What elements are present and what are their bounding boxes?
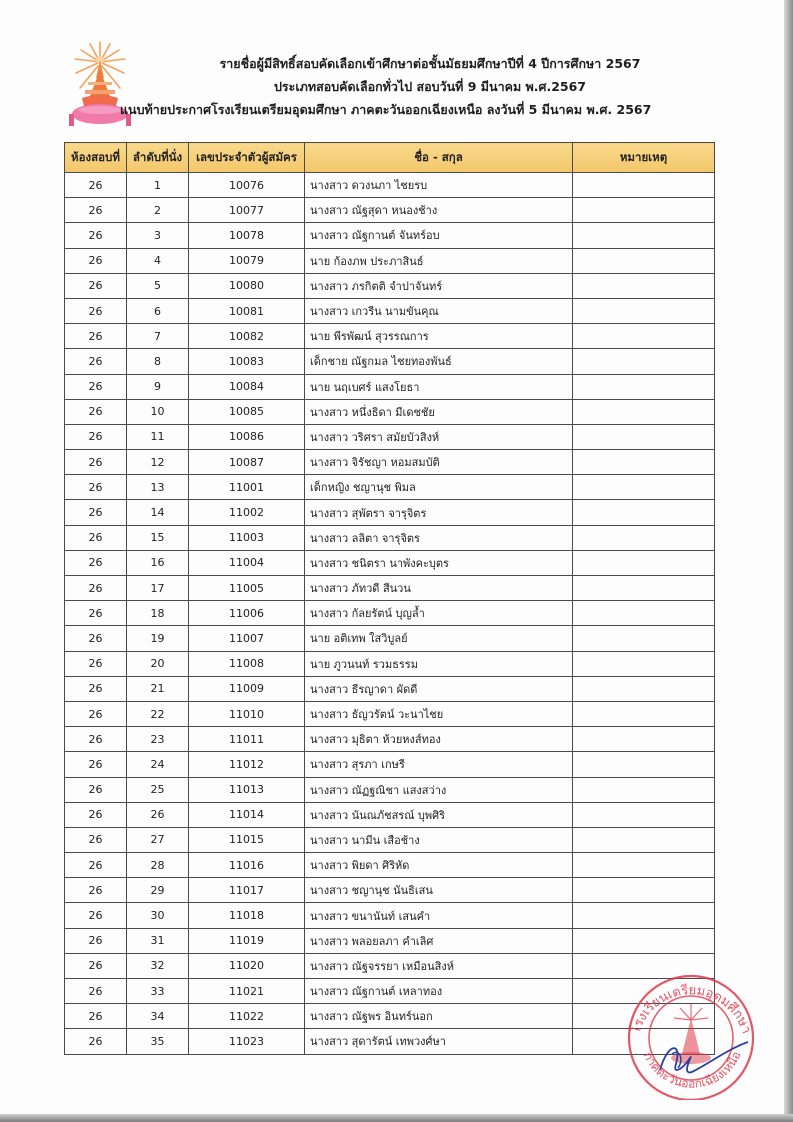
title-line-3: แนบท้ายประกาศโรงเรียนเตรียมอุดมศึกษา ภาคตะวันออกเฉียงเหนือ ลงวันที่ 5 มีนาคม พ.ศ. 2567 [120, 102, 652, 117]
cell-seat: 22 [127, 701, 189, 726]
table-row [65, 374, 715, 399]
cell-seat: 32 [127, 953, 189, 978]
cell-seat: 12 [127, 450, 189, 475]
cell-room: 26 [65, 399, 127, 424]
cell-room: 26 [65, 802, 127, 827]
table-row [65, 273, 715, 298]
cell-remarks [573, 475, 715, 500]
cell-room: 26 [65, 953, 127, 978]
cell-seat: 13 [127, 475, 189, 500]
cell-remarks [573, 878, 715, 903]
cell-seat: 11 [127, 424, 189, 449]
col-header-room: ห้องสอบที่ [65, 143, 127, 173]
cell-name: นางสาว เกวรีน นามขันคุณ [305, 298, 573, 323]
cell-seat: 10 [127, 399, 189, 424]
cell-seat: 17 [127, 576, 189, 601]
cell-name: นางสาว สุพัตรา จารุจิตร [305, 500, 573, 525]
cell-remarks [573, 273, 715, 298]
cell-room: 26 [65, 651, 127, 676]
cell-seat: 30 [127, 903, 189, 928]
table-header-row [65, 143, 715, 173]
cell-room: 26 [65, 424, 127, 449]
table-row [65, 324, 715, 349]
table-row [65, 1004, 715, 1029]
cell-remarks [573, 374, 715, 399]
cell-remarks [573, 777, 715, 802]
table-row [65, 424, 715, 449]
cell-room: 26 [65, 298, 127, 323]
cell-name: นางสาว ณัฐกานต์ เหลาทอง [305, 979, 573, 1004]
cell-remarks [573, 248, 715, 273]
table-row [65, 223, 715, 248]
cell-seat: 33 [127, 979, 189, 1004]
cell-seat: 29 [127, 878, 189, 903]
cell-name: นางสาว ธีรญาดา ผัดดี [305, 676, 573, 701]
cell-name: นาย พีรพัฒน์ สุวรรณการ [305, 324, 573, 349]
cell-applicant-id: 11013 [189, 777, 305, 802]
cell-name: นางสาว ภรกิตติ จำปาจันทร์ [305, 273, 573, 298]
cell-room: 26 [65, 374, 127, 399]
cell-room: 26 [65, 777, 127, 802]
cell-name: นางสาว นันณภัชสรณ์ บุพศิริ [305, 802, 573, 827]
cell-remarks [573, 853, 715, 878]
cell-remarks [573, 550, 715, 575]
cell-room: 26 [65, 550, 127, 575]
cell-applicant-id: 11002 [189, 500, 305, 525]
cell-applicant-id: 11001 [189, 475, 305, 500]
candidate-table [64, 142, 715, 1055]
col-header-seat: ลำดับที่นั่ง [127, 143, 189, 173]
stamp-text-bottom: ภาคตะวันออกเฉียงเหนือ [640, 1049, 744, 1091]
cell-remarks [573, 324, 715, 349]
table-row [65, 651, 715, 676]
cell-applicant-id: 11004 [189, 550, 305, 575]
cell-room: 26 [65, 827, 127, 852]
cell-room: 26 [65, 500, 127, 525]
table-row [65, 349, 715, 374]
cell-room: 26 [65, 676, 127, 701]
cell-name: นางสาว จิรัชญา หอมสมบัติ [305, 450, 573, 475]
cell-applicant-id: 10081 [189, 298, 305, 323]
school-seal-stamp [620, 972, 762, 1100]
cell-remarks [573, 298, 715, 323]
cell-room: 26 [65, 979, 127, 1004]
col-header-applicant-id: เลขประจำตัวผู้สมัคร [189, 143, 305, 173]
cell-applicant-id: 11008 [189, 651, 305, 676]
cell-seat: 1 [127, 173, 189, 198]
cell-applicant-id: 11021 [189, 979, 305, 1004]
cell-seat: 23 [127, 727, 189, 752]
cell-seat: 4 [127, 248, 189, 273]
cell-remarks [573, 701, 715, 726]
cell-room: 26 [65, 475, 127, 500]
cell-remarks [573, 500, 715, 525]
cell-name: นางสาว วริศรา สมัยบัวสิงห์ [305, 424, 573, 449]
cell-remarks [573, 424, 715, 449]
cell-room: 26 [65, 525, 127, 550]
cell-name: นางสาว ภัทวดี สีนวน [305, 576, 573, 601]
cell-name: นางสาว นามีน เสือช้าง [305, 827, 573, 852]
cell-name: นางสาว หนึ่งธิดา มีเดชชัย [305, 399, 573, 424]
title-line-1: รายชื่อผู้มีสิทธิ์สอบคัดเลือกเข้าศึกษาต่อชั้นมัธยมศึกษาปีที่ 4 ปีการศึกษา 2567 [219, 56, 641, 71]
cell-applicant-id: 11023 [189, 1029, 305, 1054]
cell-applicant-id: 10080 [189, 273, 305, 298]
cell-name: นาย ก้องภพ ประภาสินธ์ [305, 248, 573, 273]
cell-room: 26 [65, 450, 127, 475]
table-row [65, 550, 715, 575]
table-row [65, 576, 715, 601]
table-row [65, 450, 715, 475]
cell-name: นาย นฤเบศร์ แสงโยธา [305, 374, 573, 399]
cell-seat: 15 [127, 525, 189, 550]
cell-name: นางสาว สุดารัตน์ เทพวงศ์ษา [305, 1029, 573, 1054]
cell-applicant-id: 11019 [189, 928, 305, 953]
cell-name: เด็กชาย ณัฐกมล ไชยทองพันธ์ [305, 349, 573, 374]
cell-remarks [573, 399, 715, 424]
table-row [65, 475, 715, 500]
cell-remarks [573, 676, 715, 701]
table-row [65, 727, 715, 752]
cell-room: 26 [65, 173, 127, 198]
cell-name: นางสาว ชนิตรา นาพังคะบุตร [305, 550, 573, 575]
stamp-text-top: โรงเรียนเตรียมอุดมศึกษา [628, 983, 754, 1036]
cell-name: นางสาว ณัฏฐณิชา แสงสว่าง [305, 777, 573, 802]
cell-seat: 14 [127, 500, 189, 525]
scan-edge-right [784, 0, 793, 1122]
cell-name: นางสาว พิยดา ศิริหัด [305, 853, 573, 878]
table-row [65, 525, 715, 550]
cell-applicant-id: 10087 [189, 450, 305, 475]
cell-name: นาย อติเทพ ใสวิบูลย์ [305, 626, 573, 651]
cell-applicant-id: 10076 [189, 173, 305, 198]
table-row [65, 777, 715, 802]
table-row [65, 827, 715, 852]
cell-remarks [573, 752, 715, 777]
cell-seat: 18 [127, 601, 189, 626]
cell-applicant-id: 11020 [189, 953, 305, 978]
cell-room: 26 [65, 324, 127, 349]
cell-name: นางสาว ลลิตา จารุจิตร [305, 525, 573, 550]
cell-room: 26 [65, 1004, 127, 1029]
table-row [65, 198, 715, 223]
cell-seat: 35 [127, 1029, 189, 1054]
cell-applicant-id: 11009 [189, 676, 305, 701]
cell-room: 26 [65, 626, 127, 651]
cell-applicant-id: 10083 [189, 349, 305, 374]
cell-name: นางสาว กัลยรัตน์ บุญล้ำ [305, 601, 573, 626]
table-row [65, 248, 715, 273]
cell-applicant-id: 11014 [189, 802, 305, 827]
cell-seat: 27 [127, 827, 189, 852]
cell-seat: 6 [127, 298, 189, 323]
cell-room: 26 [65, 576, 127, 601]
cell-remarks [573, 827, 715, 852]
cell-room: 26 [65, 601, 127, 626]
cell-room: 26 [65, 701, 127, 726]
cell-applicant-id: 11006 [189, 601, 305, 626]
cell-name: นางสาว พลอยลภา คำเลิศ [305, 928, 573, 953]
cell-name: นางสาว ณัฐพร อินทร์นอก [305, 1004, 573, 1029]
cell-remarks [573, 450, 715, 475]
table-row [65, 979, 715, 1004]
cell-remarks [573, 576, 715, 601]
cell-applicant-id: 10082 [189, 324, 305, 349]
cell-applicant-id: 11003 [189, 525, 305, 550]
cell-remarks [573, 349, 715, 374]
table-row [65, 853, 715, 878]
table-row [65, 399, 715, 424]
cell-seat: 24 [127, 752, 189, 777]
cell-name: นางสาว ดวงนภา ไชยรบ [305, 173, 573, 198]
cell-remarks [573, 928, 715, 953]
cell-seat: 26 [127, 802, 189, 827]
cell-applicant-id: 11016 [189, 853, 305, 878]
table-body [65, 173, 715, 1055]
cell-applicant-id: 11022 [189, 1004, 305, 1029]
cell-room: 26 [65, 903, 127, 928]
cell-seat: 31 [127, 928, 189, 953]
scan-edge-bottom [0, 1114, 793, 1122]
cell-seat: 25 [127, 777, 189, 802]
cell-applicant-id: 11015 [189, 827, 305, 852]
cell-room: 26 [65, 727, 127, 752]
cell-applicant-id: 10086 [189, 424, 305, 449]
cell-remarks [573, 525, 715, 550]
table-row [65, 903, 715, 928]
cell-remarks [573, 626, 715, 651]
cell-room: 26 [65, 752, 127, 777]
table-row [65, 601, 715, 626]
table-row [65, 173, 715, 198]
cell-name: นางสาว สุรภา เกษรี [305, 752, 573, 777]
cell-applicant-id: 10078 [189, 223, 305, 248]
cell-remarks [573, 223, 715, 248]
cell-room: 26 [65, 878, 127, 903]
table-row [65, 928, 715, 953]
cell-name: นาย ภูวนนท์ รวมธรรม [305, 651, 573, 676]
cell-name: นางสาว ขนานันท์ เสนคำ [305, 903, 573, 928]
cell-seat: 3 [127, 223, 189, 248]
cell-seat: 19 [127, 626, 189, 651]
cell-seat: 20 [127, 651, 189, 676]
cell-seat: 34 [127, 1004, 189, 1029]
cell-seat: 21 [127, 676, 189, 701]
col-header-name: ชื่อ - สกุล [305, 143, 573, 173]
cell-applicant-id: 11007 [189, 626, 305, 651]
cell-room: 26 [65, 928, 127, 953]
cell-name: นางสาว ณัฐจรรยา เหมือนสิงห์ [305, 953, 573, 978]
cell-name: เด็กหญิง ชญานุช พิมล [305, 475, 573, 500]
cell-room: 26 [65, 223, 127, 248]
cell-seat: 5 [127, 273, 189, 298]
table-row [65, 802, 715, 827]
cell-seat: 7 [127, 324, 189, 349]
title-line-2: ประเภทสอบคัดเลือกทั่วไป สอบวันที่ 9 มีนาคม พ.ศ.2567 [274, 79, 586, 94]
cell-room: 26 [65, 1029, 127, 1054]
cell-name: นางสาว ธัญวรัตน์ วะนาไชย [305, 701, 573, 726]
cell-remarks [573, 198, 715, 223]
cell-room: 26 [65, 198, 127, 223]
cell-remarks [573, 903, 715, 928]
table-row [65, 626, 715, 651]
cell-remarks [573, 651, 715, 676]
cell-name: นางสาว มุธิตา ห้วยหงส์ทอง [305, 727, 573, 752]
cell-room: 26 [65, 248, 127, 273]
table-row [65, 298, 715, 323]
document-header [120, 52, 710, 121]
table-row [65, 752, 715, 777]
cell-applicant-id: 11005 [189, 576, 305, 601]
cell-applicant-id: 11012 [189, 752, 305, 777]
cell-remarks [573, 173, 715, 198]
cell-seat: 9 [127, 374, 189, 399]
cell-applicant-id: 10079 [189, 248, 305, 273]
cell-remarks [573, 727, 715, 752]
cell-name: นางสาว ชญานุช นันธิเสน [305, 878, 573, 903]
table-row [65, 878, 715, 903]
table-row [65, 701, 715, 726]
cell-applicant-id: 11018 [189, 903, 305, 928]
cell-applicant-id: 10084 [189, 374, 305, 399]
table-row [65, 953, 715, 978]
cell-seat: 2 [127, 198, 189, 223]
table-row [65, 676, 715, 701]
cell-applicant-id: 11010 [189, 701, 305, 726]
cell-seat: 16 [127, 550, 189, 575]
cell-applicant-id: 10085 [189, 399, 305, 424]
cell-name: นางสาว ณัฐสุดา หนองช้าง [305, 198, 573, 223]
cell-remarks [573, 601, 715, 626]
cell-room: 26 [65, 349, 127, 374]
cell-seat: 8 [127, 349, 189, 374]
cell-applicant-id: 10077 [189, 198, 305, 223]
cell-room: 26 [65, 273, 127, 298]
table-row [65, 1029, 715, 1054]
col-header-remarks: หมายเหตุ [573, 143, 715, 173]
table-row [65, 500, 715, 525]
cell-applicant-id: 11011 [189, 727, 305, 752]
cell-remarks [573, 802, 715, 827]
cell-room: 26 [65, 853, 127, 878]
cell-name: นางสาว ณัฐกานต์ จันทร์อบ [305, 223, 573, 248]
cell-seat: 28 [127, 853, 189, 878]
cell-applicant-id: 11017 [189, 878, 305, 903]
